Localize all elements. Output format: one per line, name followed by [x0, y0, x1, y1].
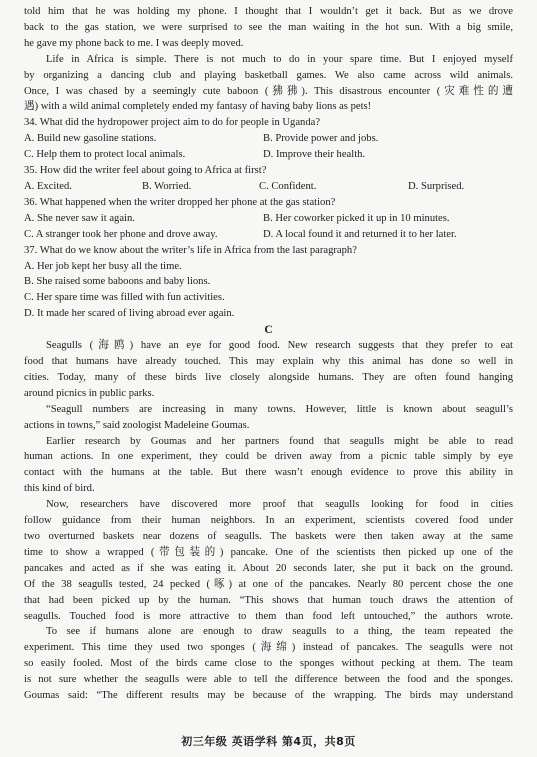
text-line: he gave my phone back to me. I was deeply moved.	[24, 37, 244, 49]
passage-c	[24, 338, 513, 704]
option-a: A. Her job kept her busy all the time.	[24, 260, 182, 272]
passage-b-last-paragraph	[24, 52, 513, 116]
option-b: B. Worried.	[142, 180, 192, 192]
paragraph	[24, 497, 513, 624]
text-line: around picnics in public parks.	[24, 387, 155, 399]
option-d: D. Improve their health.	[263, 149, 366, 161]
text-line: is not sure whether the seagulls were able to tell the difference between the food and the sponges.	[24, 674, 513, 686]
option-a: A. Excited.	[24, 180, 72, 192]
question-34	[24, 115, 513, 163]
paragraph	[24, 434, 513, 498]
text-line: experiment. This time they used two sponges (海绵) instead of pancakes. The seagulls were not	[24, 642, 513, 654]
text-line: Now, researchers have discovered more proof that seagulls looking for food in cities	[46, 499, 513, 511]
text-line: contact with the humans at the table. But there wasn’t enough evidence to prove this ability in	[24, 467, 513, 479]
text-line: Goumas said: “The different results may be because of the wrapping. The birds may understand	[24, 690, 513, 702]
text-line: human actions. In one experiment, they could be driven away from a picnic table simply by eye	[24, 451, 513, 463]
text-line: that had been picked up by the human. “This shows that human touch draws the attention of	[24, 594, 513, 606]
text-line: cities. Today, many of these birds live closely alongside humans. They are often found hanging	[24, 371, 513, 383]
option-b: B. She raised some baboons and baby lions.	[24, 276, 211, 288]
text-line: so easily fooled. Most of the birds came close to the sponges without pecking at them. The team	[24, 658, 513, 670]
text-line: told him that he was holding my phone. I thought that I wouldn’t get it back. But as we drove	[24, 6, 513, 17]
text-line: Seagulls (海鸥) have an eye for good food. New research suggests that they prefer to eat	[46, 340, 513, 352]
option-a: A. She never saw it again.	[24, 212, 135, 224]
text-line: Of the 38 seagulls tested, 24 pecked (啄) at one of the pancakes. Nearly 80 percent chose the one	[24, 578, 513, 590]
option-c: C. Her spare time was filled with fun activities.	[24, 292, 225, 304]
text-line: To see if humans alone are enough to draw seagulls to a thing, the team repeated the	[46, 626, 513, 638]
question-36	[24, 195, 513, 243]
text-line: Once, I was chased by a seemingly cute baboon (狒狒). This disastrous encounter (灾难性的遭	[24, 85, 513, 97]
text-line: back to the gas station, we were surprised to see the man waiting in the hot sun. With a big smile,	[24, 21, 513, 33]
text-line: seagulls. Touched food is more attractive to them than food left untouched,” the authors wrote.	[24, 610, 513, 622]
paragraph	[24, 624, 513, 704]
question-stem: 37. What do we know about the writer’s life in Africa from the last paragraph?	[24, 244, 357, 256]
question-37	[24, 243, 513, 323]
text-line: this kind of bird.	[24, 483, 95, 495]
paragraph	[24, 402, 513, 434]
text-line: actions in towns,” said zoologist Madeleine Goumas.	[24, 419, 250, 431]
text-line: 遇) with a wild animal completely ended my fantasy of having baby lions as pets!	[24, 101, 372, 113]
option-d: D. Surprised.	[408, 180, 465, 192]
option-a: A. Build new gasoline stations.	[24, 133, 157, 145]
page-footer: 初三年级 英语学科 第4页，共8页	[181, 735, 356, 748]
question-35	[24, 163, 513, 195]
option-b: B. Her coworker picked it up in 10 minutes.	[263, 212, 450, 224]
question-stem: 34. What did the hydropower project aim to do for people in Uganda?	[24, 117, 321, 129]
text-line: Life in Africa is simple. There is not much to do in your spare time. But I enjoyed myself	[46, 53, 513, 65]
text-line: food that humans have already touched. This may explain why this animal has done so well in	[24, 356, 513, 368]
option-b: B. Provide power and jobs.	[263, 133, 379, 145]
option-d: D. A local found it and returned it to her later.	[263, 228, 457, 240]
question-stem: 35. How did the writer feel about going to Africa at first?	[24, 165, 267, 177]
text-line: Earlier research by Goumas and her partners found that seagulls might be able to read	[46, 435, 513, 447]
passage-b-tail	[24, 4, 513, 52]
option-d: D. It made her scared of living abroad ever again.	[24, 308, 235, 320]
question-stem: 36. What happened when the writer dropped her phone at the gas station?	[24, 196, 336, 208]
text-line: “Seagull numbers are increasing in many towns. However, little is known about seagull’s	[46, 403, 513, 415]
option-c: C. A stranger took her phone and drove away.	[24, 228, 218, 240]
paragraph	[24, 338, 513, 402]
option-c: C. Confident.	[259, 180, 317, 192]
option-c: C. Help them to protect local animals.	[24, 149, 186, 161]
text-line: two overturned baskets near dozens of seagulls. The baskets were then taken away at the same	[24, 531, 513, 542]
text-line: time to show a wrapped (带包装的) pancake. One of the scientists then picked up one of the	[24, 546, 513, 558]
section-heading: C	[264, 324, 273, 337]
text-line: pancakes and acted as if she was eating it. About 20 seconds later, she put it back on the ground.	[24, 562, 513, 574]
text-line: follow guidance from their human neighbors. In an experiment, scientists covered food under	[24, 515, 513, 527]
text-line: by organizing a dancing club and playing basketball games. We also came across wild animals.	[24, 69, 513, 81]
